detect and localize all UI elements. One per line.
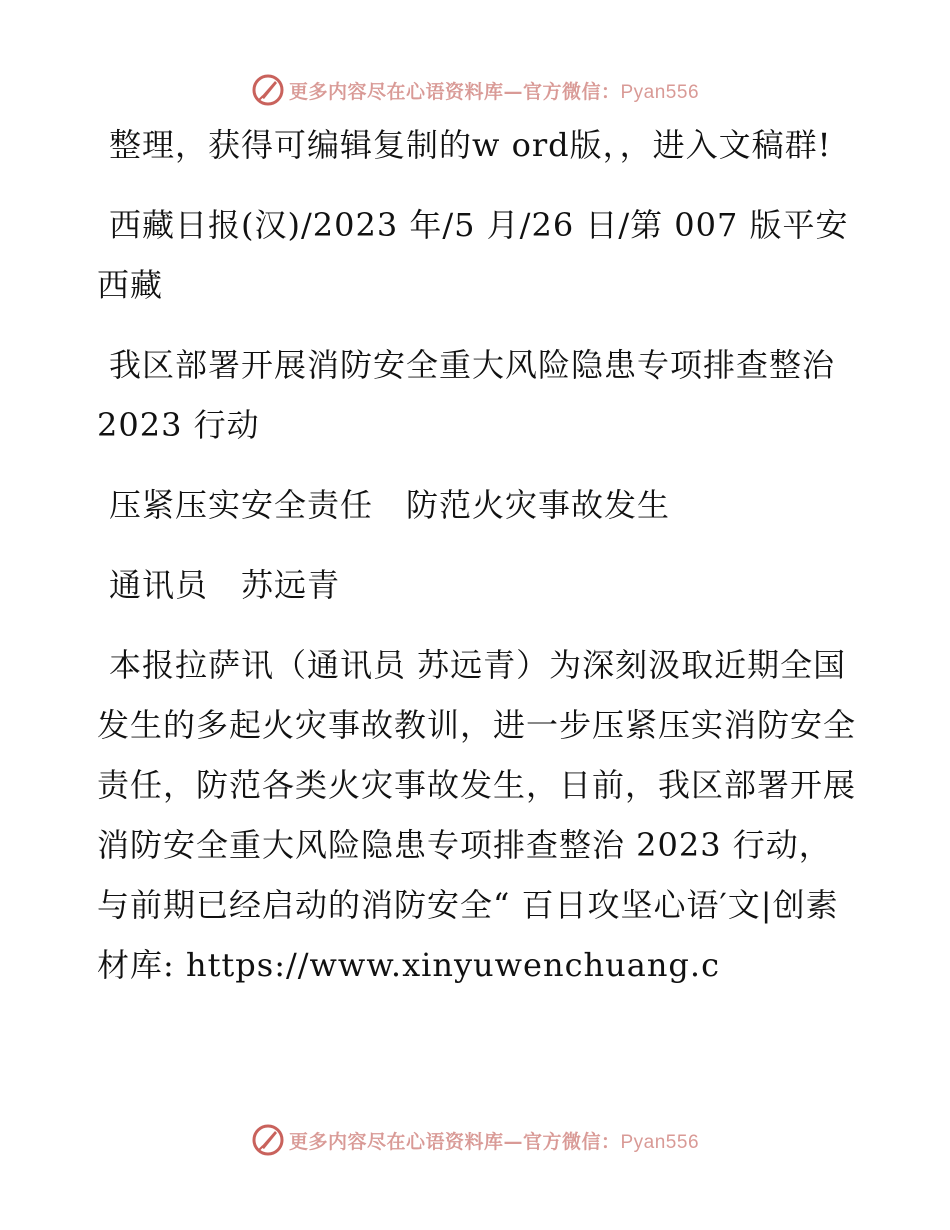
paragraph-source: 西藏日报(汉)/2023 年/5 月/26 日/第 007 版平安西藏 <box>97 206 849 304</box>
watermark-text: 更多内容尽在心语资料库—官方微信：Pyan556 <box>288 80 700 103</box>
watermark-footer <box>0 1120 950 1160</box>
article-body: 本报拉萨讯（通讯员 苏远青）为深刻汲取近期全国发生的多起火灾事故教训，进一步压紧压实消防安全责任，防范各类火灾事故发生，日前，我区部署开展消防安全重大风险隐患专项排查整治 2023 行动，与前期已经启动的消防安全“ 百日攻坚心语′文|创素材库: https://www.xinyuwenchuang.c <box>97 646 857 984</box>
article-headline: 我区部署开展消防安全重大风险隐患专项排查整治 2023 行动 <box>97 346 836 444</box>
document-body <box>97 115 857 995</box>
quill-logo-icon <box>251 1123 285 1157</box>
paragraph-intro: 整理，获得可编辑复制的w ord版，，进入文稿群! <box>109 126 832 164</box>
watermark-text: 更多内容尽在心语资料库—官方微信：Pyan556 <box>288 1130 700 1153</box>
article-byline: 通讯员 苏远青 <box>109 566 341 604</box>
article-subheadline: 压紧压实安全责任 防范火灾事故发生 <box>109 486 671 524</box>
quill-logo-icon <box>251 73 285 107</box>
watermark-header <box>0 70 950 110</box>
